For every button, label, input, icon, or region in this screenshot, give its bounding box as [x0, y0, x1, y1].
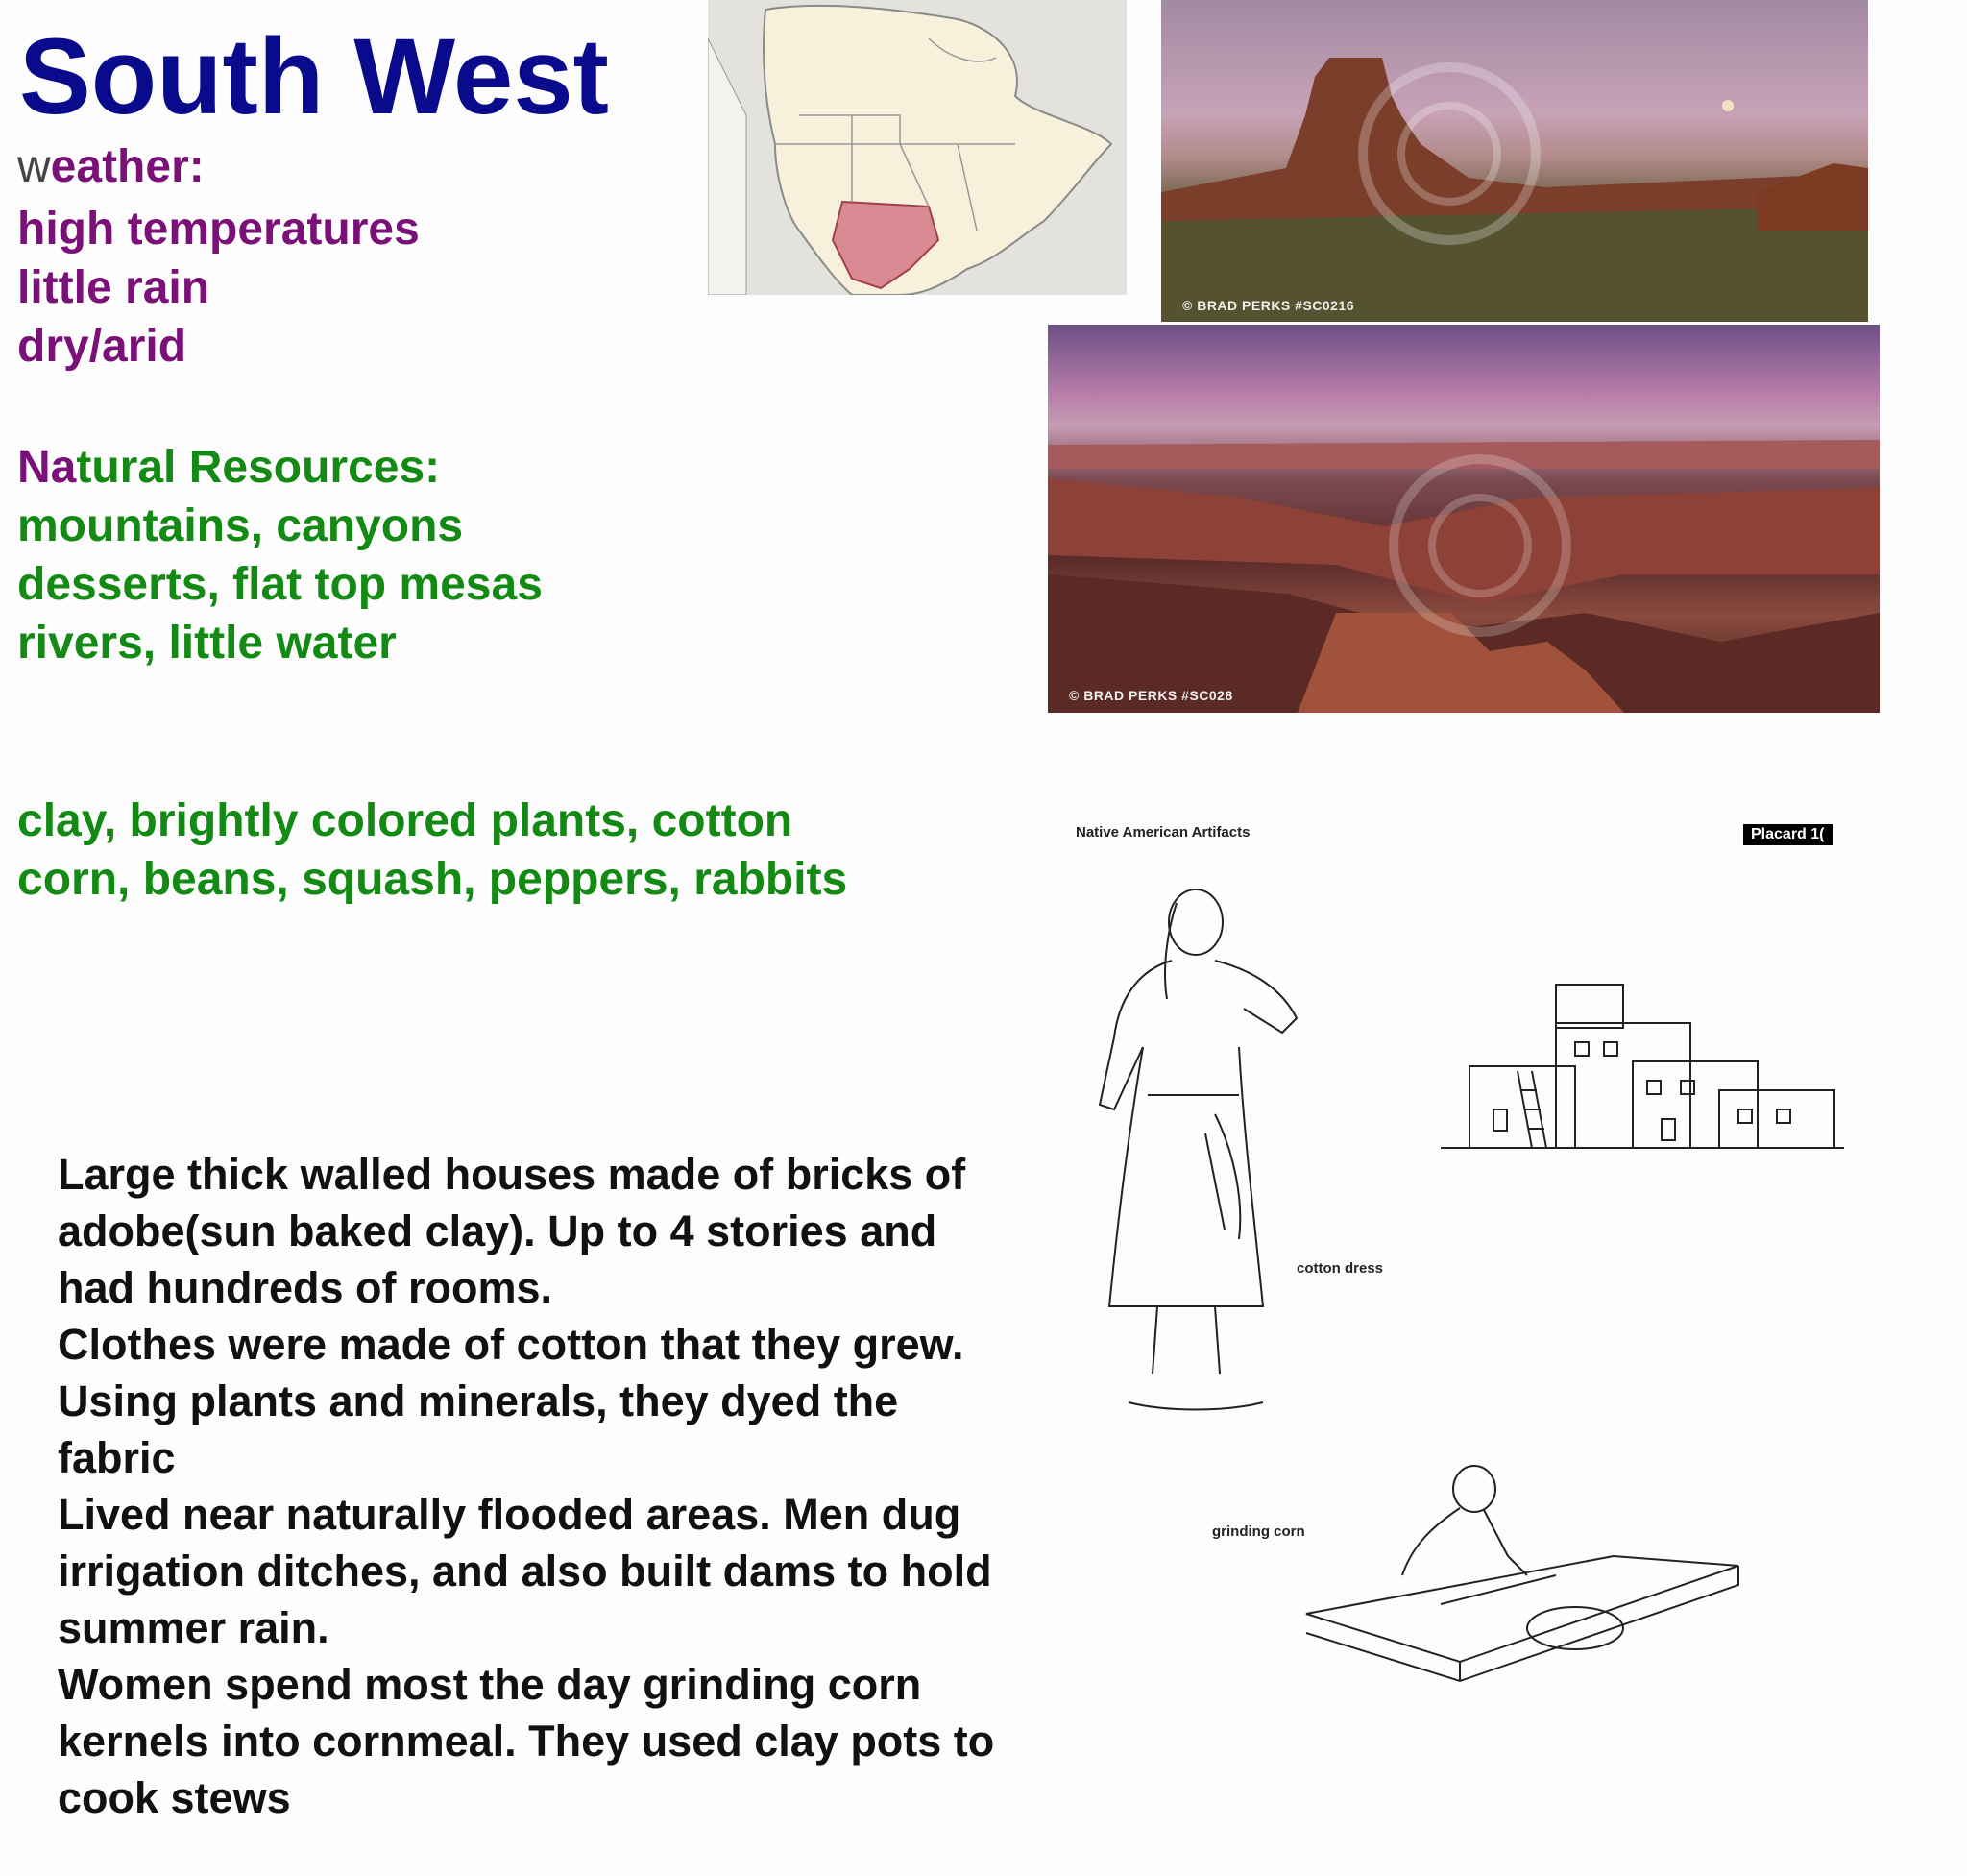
adobe-pueblo-drawing [1441, 975, 1844, 1167]
description-line: summer rain. [58, 1603, 329, 1652]
description-line: fabric [58, 1433, 176, 1482]
corn-label: grinding corn [1212, 1523, 1305, 1540]
placard-badge: Placard 1( [1743, 824, 1833, 845]
placard-header: Native American Artifacts [1076, 824, 1251, 841]
grand-canyon-photo [1048, 325, 1880, 713]
artifact-placard [1066, 816, 1854, 1729]
weather-line: high temperatures [17, 204, 420, 255]
resource-line: corn, beans, squash, peppers, rabbits [17, 854, 848, 905]
description-line: Lived near naturally flooded areas. Men dug [58, 1490, 961, 1539]
weather-line: little rain [17, 262, 210, 313]
description-line: Clothes were made of cotton that they grew. [58, 1320, 964, 1369]
natural-resources-heading: Natural Resources: [17, 442, 441, 493]
resource-line: mountains, canyons [17, 500, 464, 551]
description-line: Women spend most the day grinding corn [58, 1660, 922, 1709]
weather-line: dry/arid [17, 321, 187, 372]
description-line: Using plants and minerals, they dyed the [58, 1377, 899, 1425]
resource-line: clay, brightly colored plants, cotton [17, 795, 793, 846]
description-line: cook stews [58, 1773, 291, 1822]
description-line: kernels into cornmeal. They used clay pots to [58, 1717, 995, 1766]
resource-line: rivers, little water [17, 618, 397, 669]
description-line: had hundreds of rooms. [58, 1263, 553, 1312]
north-america-map-image [708, 0, 1127, 295]
resource-line: desserts, flat top mesas [17, 559, 543, 610]
cotton-dress-drawing [1071, 865, 1321, 1422]
dress-label: cotton dress [1297, 1260, 1384, 1277]
description-line: irrigation ditches, and also built dams to hold [58, 1547, 992, 1596]
photo-credit: © BRAD PERKS #SC028 [1069, 688, 1233, 703]
grinding-corn-drawing [1268, 1450, 1806, 1700]
weather-heading: weather: [17, 141, 205, 192]
monument-valley-photo [1161, 0, 1868, 322]
description-line: adobe(sun baked clay). Up to 4 stories and [58, 1206, 937, 1255]
page-title: South West [19, 16, 609, 136]
photo-credit: © BRAD PERKS #SC0216 [1182, 298, 1355, 313]
description-line: Large thick walled houses made of bricks of [58, 1150, 966, 1199]
